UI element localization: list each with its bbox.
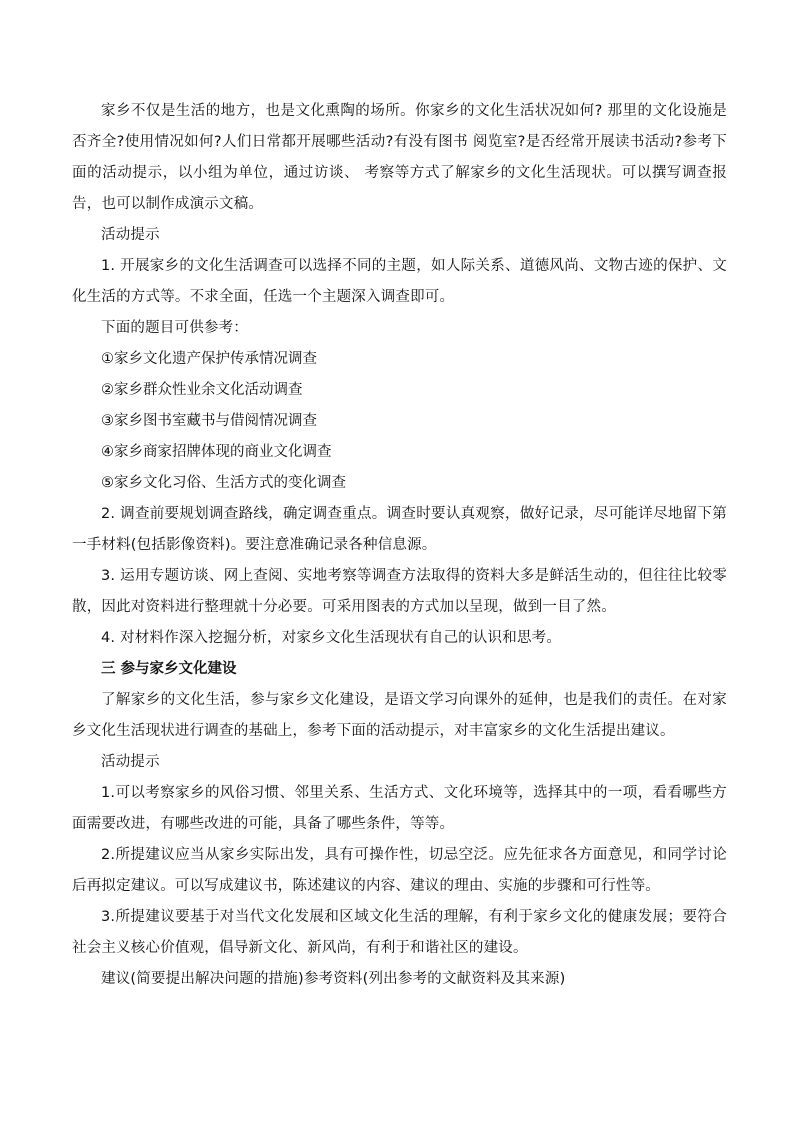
- tip-4: 4. 对材料作深入挖掘分析，对家乡文化生活现状有自己的认识和思考。: [101, 630, 562, 646]
- tip-1: 1. 开展家乡的文化生活调查可以选择不同的主题，如人际关系、道德风尚、文物古迹的保护、文化生活的方式等。不求全面，任选一个主题深入调查即可。: [72, 258, 727, 305]
- topic-item-1: ①家乡文化遗产保护传承情况调查: [101, 351, 317, 367]
- topic-item-2: ②家乡群众性业余文化活动调查: [101, 382, 303, 398]
- topics-label: 下面的题目可供参考：: [101, 320, 248, 336]
- topic-item-4: ④家乡商家招牌体现的商业文化调查: [101, 444, 332, 460]
- section-heading: 三 参与家乡文化建设: [101, 661, 237, 677]
- tip-2: 2. 调查前要规划调查路线，确定调查重点。调查时要认真观察，做好记录，尽可能详尽地留下第一手材料(包括影像资料)。要注意准确记录各种信息源。: [72, 506, 727, 553]
- activity-tips-label-2: 活动提示: [101, 754, 160, 770]
- topic-item-3: ③家乡图书室藏书与借阅情况调查: [101, 413, 317, 429]
- suggestion-tip-2: 2.所提建议应当从家乡实际出发，具有可操作性，切忌空泛。应先征求各方面意见，和同学讨论后再拟定建议。可以写成建议书，陈述建议的内容、建议的理由、实施的步骤和可行性等。: [72, 847, 727, 894]
- suggestion-tip-3: 3.所提建议要基于对当代文化发展和区域文化生活的理解，有利于家乡文化的健康发展；要符合社会主义核心价值观，倡导新文化、新风尚，有利于和谐社区的建设。: [72, 909, 727, 956]
- suggestion-tip-1: 1.可以考察家乡的风俗习惯、邻里关系、生活方式、文化环境等，选择其中的一项，看看哪些方面需要改进，有哪些改进的可能，具备了哪些条件，等等。: [72, 785, 727, 832]
- footer-line: 建议(简要提出解决问题的措施)参考资料(列出参考的文献资料及其来源): [101, 971, 566, 987]
- tip-3: 3. 运用专题访谈、网上查阅、实地考察等调查方法取得的资料大多是鲜活生动的，但往往比较零散，因此对资料进行整理就十分必要。可采用图表的方式加以呈现，做到一目了然。: [72, 568, 727, 615]
- intro-paragraph: 家乡不仅是生活的地方，也是文化熏陶的场所。你家乡的文化生活状况如何? 那里的文化设施是否齐全?使用情况如何?人们日常都开展哪些活动?有没有图书 阅览室?是否经常开展读书活动?参考下面的活动提示，以小组为单位，通过访谈、 考察等方式了解家乡的文化生活现状。可以撰写调查报告，也可以制作成演示文稿。: [72, 103, 727, 212]
- topic-item-5: ⑤家乡文化习俗、生活方式的变化调查: [101, 475, 346, 491]
- document-page: [72, 96, 727, 995]
- activity-tips-label: 活动提示: [101, 227, 160, 243]
- section-intro: 了解家乡的文化生活，参与家乡文化建设，是语文学习向课外的延伸，也是我们的责任。在对家乡文化生活现状进行调查的基础上，参考下面的活动提示，对丰富家乡的文化生活提出建议。: [72, 692, 727, 739]
